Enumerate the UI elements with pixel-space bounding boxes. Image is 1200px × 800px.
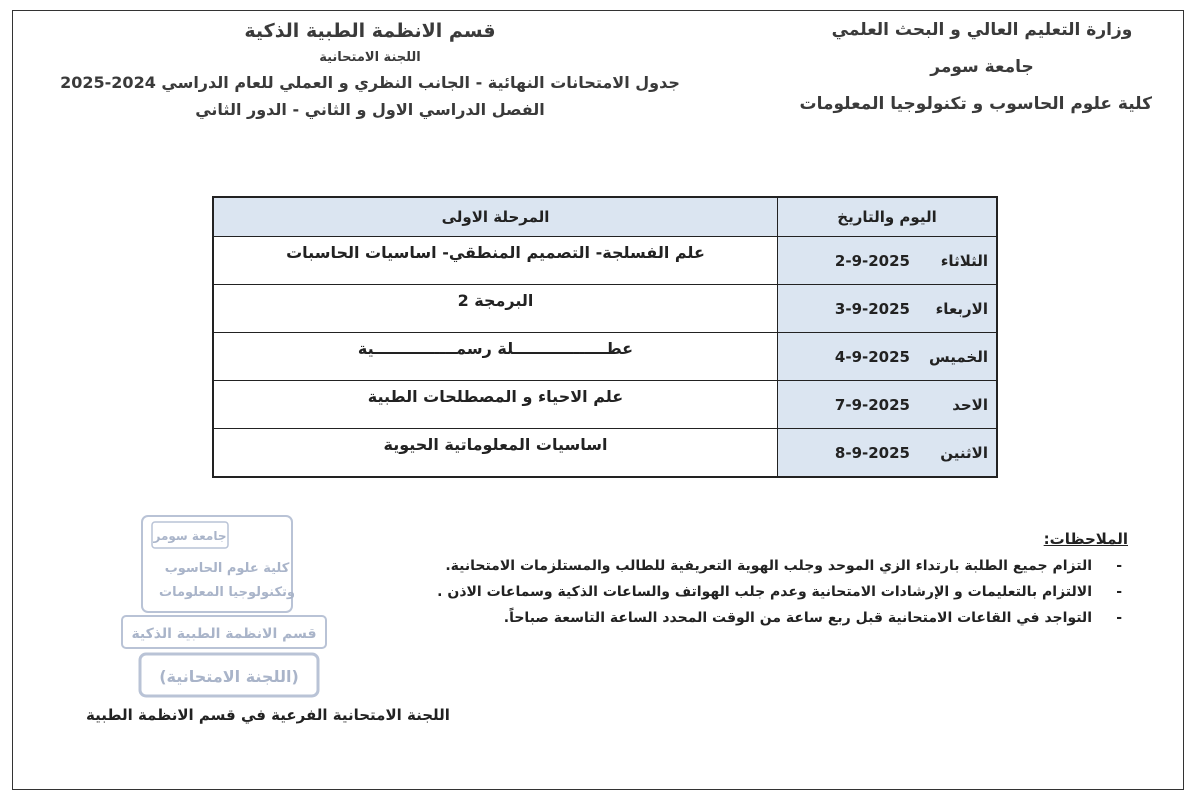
day-name: الاربعاء <box>935 299 988 318</box>
header-stage: المرحلة الاولى <box>214 198 778 237</box>
note-item <box>388 584 1128 600</box>
ministry-name: وزارة التعليم العالي و البحث العلمي <box>831 20 1133 40</box>
header-date: اليوم والتاريخ <box>778 198 997 237</box>
subject-cell: عطـــــــــــــــــلة رسمـــــــــــــــية <box>214 333 778 381</box>
note-item <box>388 610 1128 626</box>
stamp-line-3: وتكنولوجيا المعلومات <box>159 585 295 600</box>
exam-date: 2-9-2025 <box>834 251 910 270</box>
stamp-line-2: كلية علوم الحاسوب <box>164 561 290 576</box>
subject-cell: علم الفسلجة- التصميم المنطقي- اساسيات الحاسبات <box>214 237 778 285</box>
notes-section <box>388 530 1128 636</box>
department-name: قسم الانظمة الطبية الذكية <box>244 20 496 42</box>
table-row <box>214 429 997 477</box>
day-name: الاثنين <box>940 443 988 462</box>
note-text: التزام جميع الطلبة بارتداء الزي الموحد وجلب الهوية التعريفية للطالب والمستلزمات الامتحانية. <box>445 558 1092 574</box>
stamp-line-4: قسم الانظمة الطبية الذكية <box>131 626 317 642</box>
exam-date: 7-9-2025 <box>834 395 910 414</box>
table-row <box>214 237 997 285</box>
table-header-row <box>214 198 997 237</box>
date-cell <box>778 333 997 381</box>
table-row <box>214 381 997 429</box>
date-cell <box>778 429 997 477</box>
committee-stamp-icon <box>112 512 332 712</box>
exam-schedule-table <box>212 196 998 478</box>
college-name: كلية علوم الحاسوب و تكنولوجيا المعلومات <box>799 94 1152 114</box>
date-cell <box>778 285 997 333</box>
date-cell <box>778 381 997 429</box>
day-name: الخميس <box>929 347 988 366</box>
note-item <box>388 558 1128 574</box>
day-name: الاحد <box>952 395 988 414</box>
exam-date: 4-9-2025 <box>834 347 910 366</box>
date-cell <box>778 237 997 285</box>
subject-cell: البرمجة 2 <box>214 285 778 333</box>
stamp-line-1: جامعة سومر <box>153 529 227 543</box>
stamp-line-5: (اللجنة الامتحانية) <box>159 667 299 686</box>
bullet-dash: - <box>1116 558 1122 574</box>
exam-date: 3-9-2025 <box>834 299 910 318</box>
bullet-dash: - <box>1116 584 1122 600</box>
schedule-title: جدول الامتحانات النهائية - الجانب النظري و العملي للعام الدراسي 2024-2025 <box>60 73 680 92</box>
subject-cell: علم الاحياء و المصطلحات الطبية <box>214 381 778 429</box>
signature-line: اللجنة الامتحانية الفرعية في قسم الانظمة الطبية <box>86 706 450 724</box>
header-department <box>40 20 700 119</box>
notes-title: الملاحظات: <box>1043 530 1128 548</box>
day-name: الثلاثاء <box>940 251 988 270</box>
subject-cell: اساسيات المعلوماتية الحيوية <box>214 429 778 477</box>
note-text: التواجد في القاعات الامتحانية قبل ربع ساعة من الوقت المحدد الساعة التاسعة صباحاً. <box>503 610 1092 626</box>
note-text: الالتزام بالتعليمات و الإرشادات الامتحانية وعدم جلب الهواتف والساعات الذكية وسماعات الاذن . <box>437 584 1092 600</box>
exam-date: 8-9-2025 <box>834 443 910 462</box>
term-label: الفصل الدراسي الاول و الثاني - الدور الثاني <box>195 100 545 119</box>
committee-name: اللجنة الامتحانية <box>319 50 421 65</box>
bullet-dash: - <box>1116 610 1122 626</box>
table-row <box>214 333 997 381</box>
table-row <box>214 285 997 333</box>
header-institution <box>799 20 1152 131</box>
university-name: جامعة سومر <box>930 57 1034 77</box>
